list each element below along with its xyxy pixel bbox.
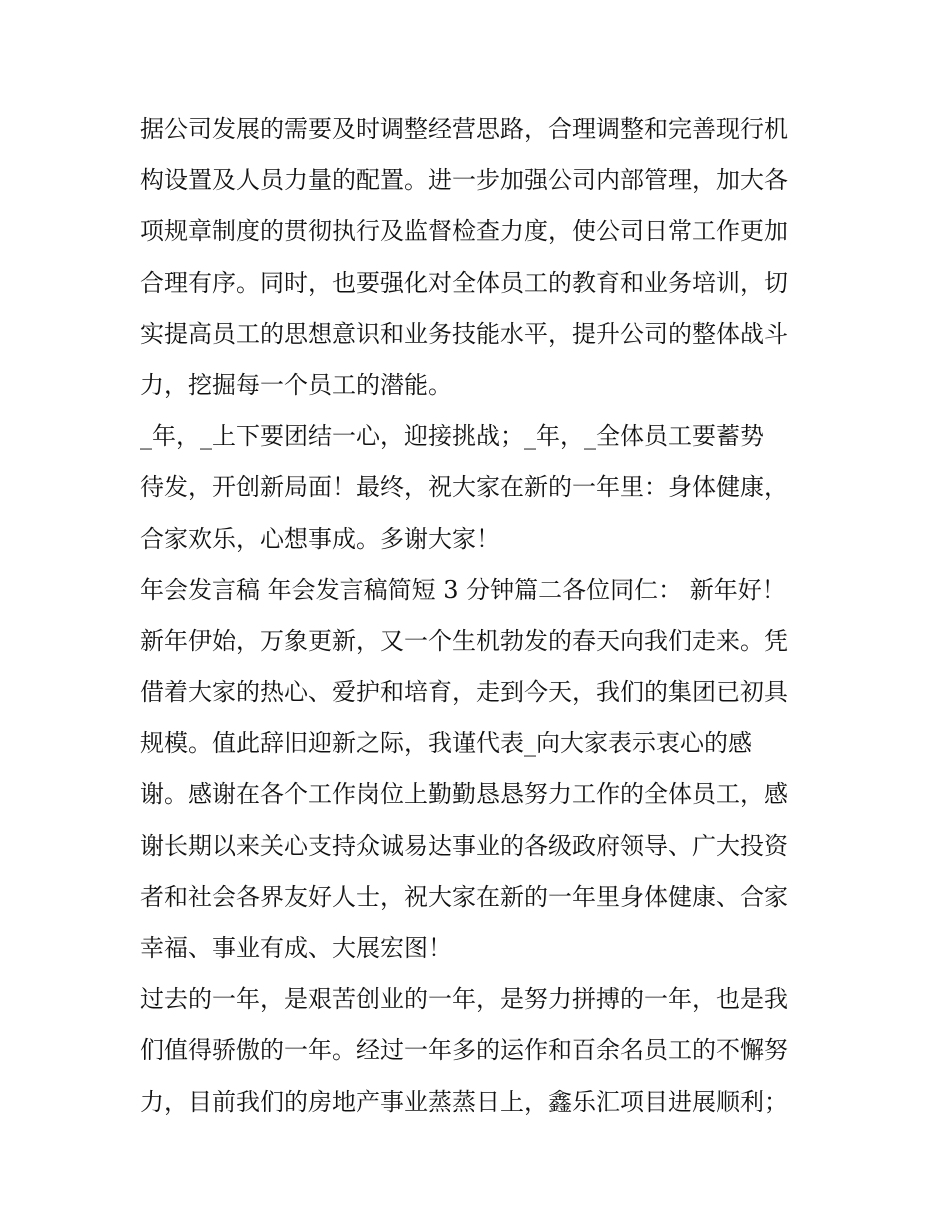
text-line: 谢长期以来关心支持众诚易达事业的各级政府领导、广大投资 xyxy=(140,831,788,860)
text-line: 幸福、事业有成、大展宏图！ xyxy=(140,934,452,962)
text-line: _年，_上下要团结一心，迎接挑战；_年，_全体员工要蓄势 xyxy=(140,422,764,451)
text-line: 实提高员工的思想意识和业务技能水平，提升公司的整体战斗 xyxy=(140,319,788,348)
text-line: 力，目前我们的房地产事业蒸蒸日上，鑫乐汇项目进展顺利； xyxy=(140,1087,788,1116)
text-line: 新年伊始，万象更新，又一个生机勃发的春天向我们走来。凭 xyxy=(140,626,788,655)
text-line: 据公司发展的需要及时调整经营思路，合理调整和完善现行机 xyxy=(140,115,788,143)
text-line: 合家欢乐，心想事成。多谢大家！ xyxy=(140,524,500,553)
text-line: 借着大家的热心、爱护和培育，走到今天，我们的集团已初具 xyxy=(140,678,788,707)
text-line: 构设置及人员力量的配置。进一步加强公司内部管理，加大各 xyxy=(140,166,788,195)
text-line: 力，挖掘每一个员工的潜能。 xyxy=(140,370,452,399)
text-line: 年会发言稿 年会发言稿简短 3 分钟篇二各位同仁： 新年好！ xyxy=(140,575,786,604)
text-line: 者和社会各界友好人士，祝大家在新的一年里身体健康、合家 xyxy=(140,882,788,911)
text-line: 谢。感谢在各个工作岗位上勤勤恳恳努力工作的全体员工，感 xyxy=(140,780,788,809)
document-body xyxy=(140,104,820,1128)
text-line: 过去的一年，是艰苦创业的一年，是努力拼搏的一年，也是我 xyxy=(140,985,788,1014)
text-line: 项规章制度的贯彻执行及监督检查力度，使公司日常工作更加 xyxy=(140,217,788,246)
text-line: 们值得骄傲的一年。经过一年多的运作和百余名员工的不懈努 xyxy=(140,1036,788,1065)
text-line: 待发，开创新局面！最终，祝大家在新的一年里：身体健康， xyxy=(140,473,788,502)
text-line: 规模。值此辞旧迎新之际，我谨代表_向大家表示衷心的感 xyxy=(140,729,752,758)
text-line: 合理有序。同时，也要强化对全体员工的教育和业务培训，切 xyxy=(140,268,788,297)
